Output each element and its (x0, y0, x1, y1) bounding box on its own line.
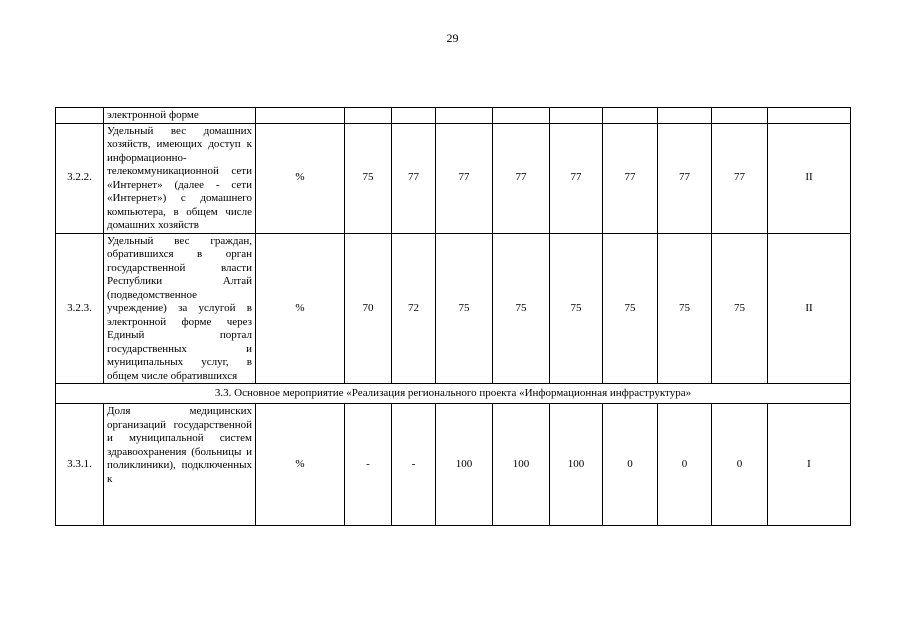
indicator-description: электронной форме (104, 108, 256, 124)
row-number-cell: 3.3.1. (56, 404, 104, 526)
value-cell: 77 (436, 123, 493, 233)
table-row (56, 108, 851, 124)
value-cell: 75 (712, 233, 768, 384)
value-cell: 75 (550, 233, 603, 384)
value-cell: 100 (493, 404, 550, 526)
value-cell (550, 108, 603, 124)
value-cell (392, 108, 436, 124)
level-cell (768, 108, 851, 124)
value-cell: 75 (345, 123, 392, 233)
value-cell: 100 (550, 404, 603, 526)
value-cell (345, 108, 392, 124)
indicator-description: Удельный вес домашних хозяйств, имеющих доступ к информационно-телекоммуникационной сети «Интернет» (далее - сети «Интернет») с домашнего компьютера, в общем числе домашних хозяйств (104, 123, 256, 233)
row-number-cell (56, 108, 104, 124)
value-cell: - (345, 404, 392, 526)
level-cell: II (768, 233, 851, 384)
value-cell: 77 (493, 123, 550, 233)
unit-cell (256, 108, 345, 124)
indicators-table (55, 107, 851, 526)
value-cell: 75 (436, 233, 493, 384)
value-cell: 75 (658, 233, 712, 384)
value-cell: 77 (658, 123, 712, 233)
value-cell: - (392, 404, 436, 526)
value-cell: 0 (712, 404, 768, 526)
value-cell (493, 108, 550, 124)
table-row (56, 404, 851, 526)
value-cell: 77 (550, 123, 603, 233)
level-cell: II (768, 123, 851, 233)
value-cell: 77 (712, 123, 768, 233)
unit-cell: % (256, 404, 345, 526)
value-cell (712, 108, 768, 124)
indicator-description-cell (104, 404, 256, 526)
row-number-cell: 3.2.2. (56, 123, 104, 233)
unit-cell: % (256, 233, 345, 384)
value-cell: 77 (603, 123, 658, 233)
section-row (56, 384, 851, 404)
value-cell (436, 108, 493, 124)
value-cell: 75 (603, 233, 658, 384)
value-cell (658, 108, 712, 124)
page-number: 29 (446, 31, 459, 45)
table-row (56, 123, 851, 233)
value-cell: 0 (658, 404, 712, 526)
value-cell: 70 (345, 233, 392, 384)
indicator-description: Удельный вес граждан, обратившихся в орган государственной власти Республики Алтай (подведомственное учреждение) за услугой в электронной форме через Единый портал государственных и муниципальных услуг, в общем числе обратившихся (104, 233, 256, 384)
unit-cell: % (256, 123, 345, 233)
value-cell: 75 (493, 233, 550, 384)
value-cell: 100 (436, 404, 493, 526)
indicator-description: Доля медицинских организаций государственной и муниципальной систем здравоохранения (больницы и поликлиники), подключенных к (107, 405, 252, 485)
section-title: 3.3. Основное мероприятие «Реализация регионального проекта «Информационная инфраструктура» (56, 384, 851, 404)
table-row (56, 233, 851, 384)
value-cell: 0 (603, 404, 658, 526)
value-cell: 77 (392, 123, 436, 233)
value-cell: 72 (392, 233, 436, 384)
row-number-cell: 3.2.3. (56, 233, 104, 384)
value-cell (603, 108, 658, 124)
level-cell: I (768, 404, 851, 526)
